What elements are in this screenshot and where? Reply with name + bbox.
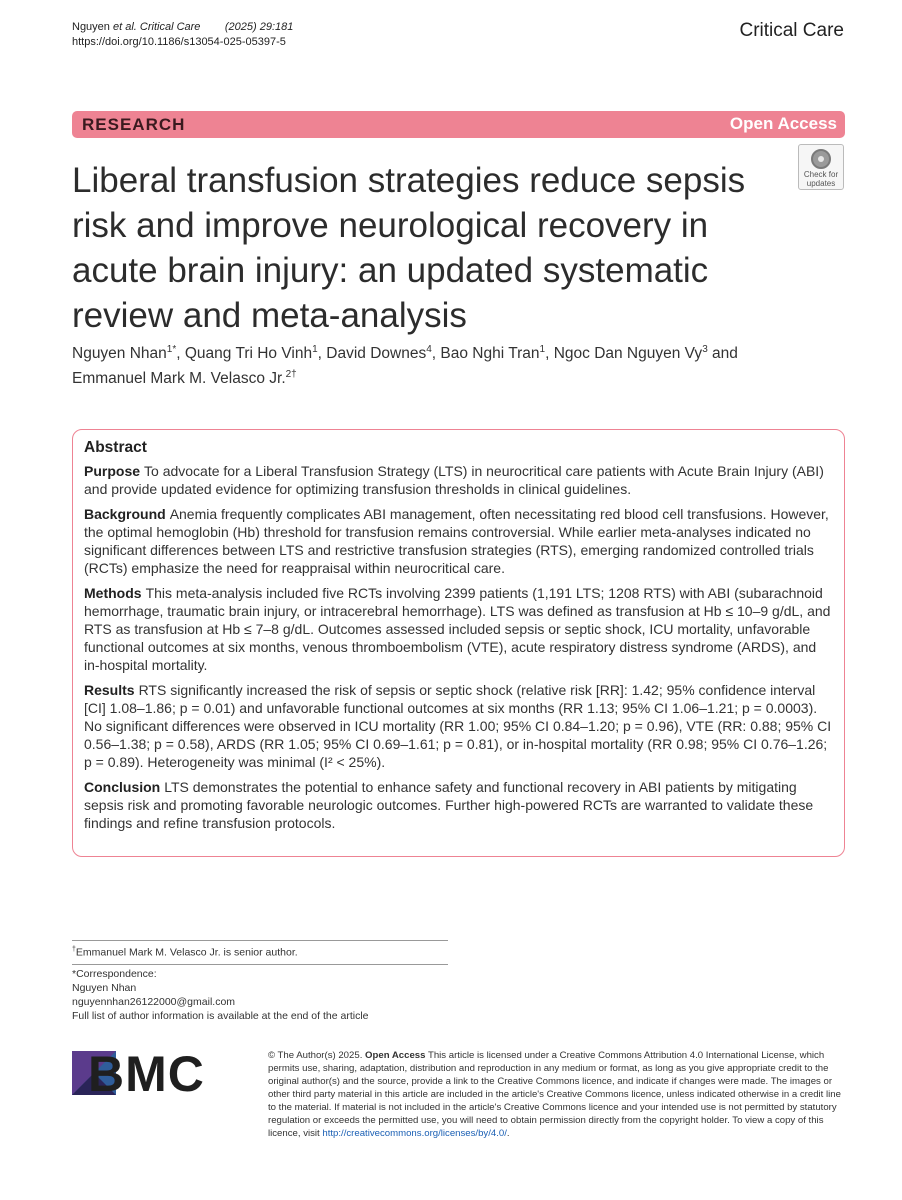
footnote-divider	[72, 940, 448, 941]
author-affiliation: 2†	[285, 369, 297, 381]
copyright: © The Author(s) 2025.	[268, 1050, 363, 1061]
doi-link[interactable]: https://doi.org/10.1186/s13054-025-05397-5	[72, 36, 286, 48]
abstract-results	[84, 681, 835, 771]
dagger-mark: †	[72, 946, 76, 953]
section-text: Anemia frequently complicates ABI management, often necessitating red blood cell transfusions. However, the optimal hemoglobin (Hb) threshold for transfusion remains controversial. While earlier meta-analyses indicated no significant differences between LTS and restrictive transfusion strategies (RTS), emerging randomized controlled trials (RCTs) emphasize the need for reappraisal within neurocritical care.	[84, 506, 829, 576]
running-header	[72, 20, 293, 50]
author-name: Bao Nghi Tran	[440, 345, 540, 363]
section-text: This meta-analysis included five RCTs involving 2399 patients (1,191 LTS; 1208 RTS) with ABI (subarachnoid hemorrhage, traumatic brain injury, or intracerebral hemorrhage). LTS was defined as transfusion at Hb ≤ 10–9 g/dL, and RTS as transfusion at Hb ≤ 7–8 g/dL. Outcomes assessed included sepsis or septic shock, ICU mortality, unfavorable functional outcomes at six months, venous thromboembolism (VTE), acute respiratory distress syndrome (ARDS), and in-hospital mortality.	[84, 585, 831, 673]
license-text	[268, 1049, 848, 1140]
author-affiliation: 1	[539, 344, 546, 355]
section-label: Conclusion	[84, 779, 161, 795]
license-link[interactable]: http://creativecommons.org/licenses/by/4.0/	[322, 1128, 507, 1139]
senior-author-note	[72, 943, 448, 960]
author-affiliation: 4	[426, 344, 432, 355]
abstract-conclusion	[84, 778, 835, 832]
author-affiliation: 1	[312, 344, 318, 355]
citation-line	[72, 20, 293, 35]
correspondence-name: Nguyen Nhan	[72, 981, 137, 994]
author-name: Quang Tri Ho Vinh	[184, 345, 313, 363]
citation-year-volume: (2025) 29:181	[224, 21, 294, 33]
author-separator: ,	[431, 345, 441, 363]
author-name: Ngoc Dan Nguyen Vy	[553, 345, 703, 363]
abstract-background	[84, 505, 835, 577]
citation-authors: Nguyen	[72, 21, 110, 33]
check-updates-icon	[811, 149, 831, 169]
correspondence-label: *Correspondence:	[72, 967, 157, 980]
abstract-purpose	[84, 462, 835, 498]
author-affiliation: 1*	[166, 344, 177, 355]
correspondence-email[interactable]: nguyennhan26122000@gmail.com	[72, 995, 236, 1008]
license-end: .	[506, 1128, 510, 1139]
section-label: Results	[84, 682, 135, 698]
author-separator: ,	[545, 345, 554, 363]
abstract-methods	[84, 584, 835, 674]
senior-author-text: Emmanuel Mark M. Velasco Jr. is senior author.	[75, 946, 298, 959]
bmc-logo-text: BMC	[88, 1046, 205, 1102]
journal-name: Critical Care	[739, 20, 844, 41]
author-separator: and	[707, 345, 738, 363]
footnote-divider	[72, 964, 448, 965]
section-label: Purpose	[84, 463, 141, 479]
article-title: Liberal transfusion strategies reduce sepsis risk and improve neurological recovery in acute brain injury: an updated systematic review and meta-analysis	[72, 161, 746, 335]
section-label: Background	[84, 506, 166, 522]
author-separator: ,	[317, 345, 327, 363]
license-body: This article is licensed under a Creative Commons Attribution 4.0 International License, which permits use, sharing, adaptation, distribution and reproduction in any medium or format, as long as you give appropriate credit to the original author(s) and the source, provide a link to the Creative Commons licence, and indicate if changes were made. The images or other third party material in this article are included in the article's Creative Commons licence, unless indicated otherwise in a credit line to the material. If material is not included in the article's Creative Commons licence and your intended use is not permitted by statutory regulation or exceeds the permitted use, you will need to obtain permission directly from the copyright holder. To view a copy of this licence, visit	[268, 1050, 841, 1139]
footnotes	[72, 940, 448, 1023]
author-affiliation: 3	[702, 344, 708, 355]
section-label: Methods	[84, 585, 142, 601]
section-text: LTS demonstrates the potential to enhance safety and functional recovery in ABI patients by mitigating sepsis risk and promoting favorable neurologic outcomes. Further high-powered RCTs are warranted to validate these findings and refine transfusion protocols.	[84, 779, 814, 831]
check-for-updates-badge[interactable]	[798, 144, 844, 190]
author-info-note: Full list of author information is available at the end of the article	[72, 1009, 369, 1022]
open-access-label: Open Access	[729, 114, 837, 133]
citation-journal: Critical Care	[139, 21, 201, 33]
abstract-heading: Abstract	[84, 439, 147, 456]
section-text: To advocate for a Liberal Transfusion Strategy (LTS) in neurocritical care patients with Acute Brain Injury (ABI) and provide updated evidence for optimizing transfusion thresholds in clinical guidelines.	[84, 463, 824, 497]
check-updates-line2: updates	[806, 179, 836, 188]
abstract-box	[72, 429, 845, 857]
author-name: David Downes	[326, 345, 427, 363]
research-banner	[72, 111, 845, 138]
author-list	[72, 339, 852, 389]
author-separator: ,	[176, 345, 185, 363]
section-text: RTS significantly increased the risk of sepsis or septic shock (relative risk [RR]: 1.42; 95% confidence interval [CI] 1.08–1.86; p = 0.01) and unfavorable functional outcomes at six months (RR 1.13; 95% CI 1.06–1.21; p = 0.0003). No significant differences were observed in ICU mortality (RR 1.00; 95% CI 0.84–1.20; p = 0.96), VTE (RR: 0.88; 95% CI 0.56–1.38; p = 0.58), ARDS (RR 1.05; 95% CI 0.69–1.61; p = 0.81), or in-hospital mortality (RR 0.98; 95% CI 0.76–1.26; p = 0.89). Heterogeneity was minimal (I² < 25%).	[84, 682, 832, 770]
citation-et-al: et al.	[112, 21, 137, 33]
article-category: RESEARCH	[82, 115, 186, 134]
author-name: Nguyen Nhan	[72, 345, 167, 363]
author-name: Emmanuel Mark M. Velasco Jr.	[72, 370, 286, 388]
license-open-access: Open Access	[365, 1050, 426, 1061]
check-updates-line1: Check for	[803, 170, 839, 179]
